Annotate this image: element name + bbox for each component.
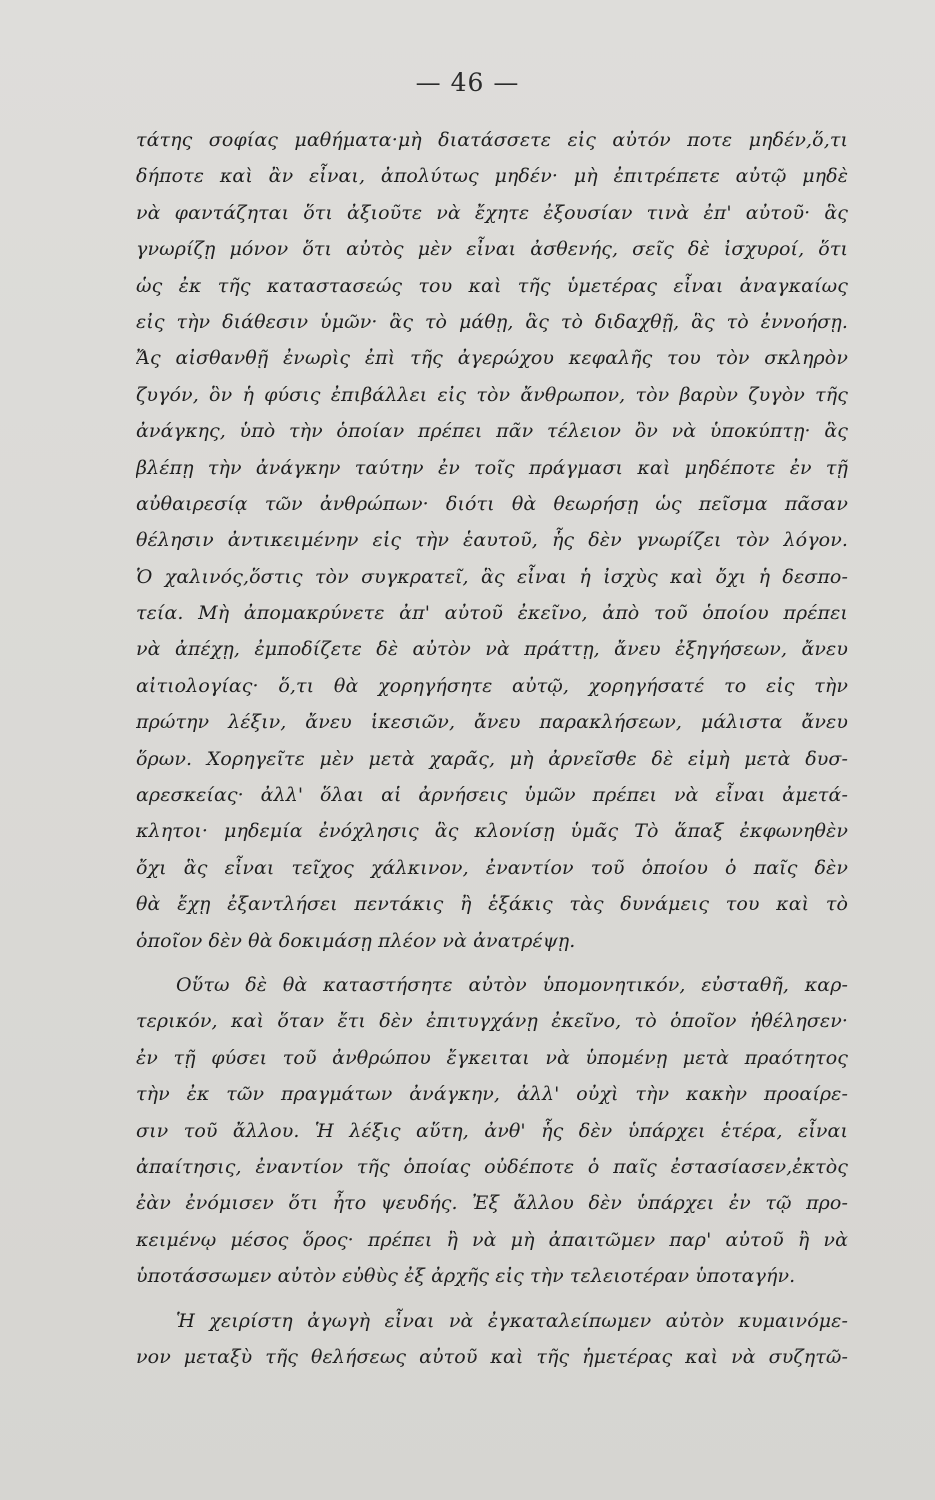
page-number: — 46 — <box>415 68 520 97</box>
text-line: αρεσκείας· ἀλλ' ὅλαι αἱ ἀρνήσεις ὑμῶν πρέπει νὰ εἶναι ἀμετά- <box>136 784 848 807</box>
text-line: θέλησιν ἀντικειμένην εἰς τὴν ἑαυτοῦ, ἧς δὲν γνωρίζει τὸν λόγον. <box>136 529 848 552</box>
text-line: εἰς τὴν διάθεσιν ὑμῶν· ἃς τὸ μάθῃ, ἃς τὸ διδαχθῇ, ἃς τὸ ἐννοήσῃ. <box>136 310 848 333</box>
text-line: γνωρίζῃ μόνον ὅτι αὐτὸς μὲν εἶναι ἀσθενής, σεῖς δὲ ἰσχυροί, ὅτι <box>136 238 848 261</box>
text-line: κειμένῳ μέσος ὅρος· πρέπει ἢ νὰ μὴ ἀπαιτῶμεν παρ' αὐτοῦ ἢ νὰ <box>136 1228 848 1251</box>
paragraph <box>136 122 848 959</box>
text-line: Οὕτω δὲ θὰ καταστήσητε αὐτὸν ὑπομονητικόν, εὐσταθῆ, καρ- <box>176 973 848 996</box>
text-line: ὅρων. Χορηγεῖτε μὲν μετὰ χαρᾶς, μὴ ἀρνεῖσθε δὲ εἰμὴ μετὰ δυσ- <box>136 747 848 770</box>
paragraph <box>136 967 848 1295</box>
text-line: ὡς ἐκ τῆς καταστασεώς του καὶ τῆς ὑμετέρας εἶναι ἀναγκαίως <box>136 274 848 297</box>
text-line: πρώτην λέξιν, ἄνευ ἱκεσιῶν, ἄνευ παρακλήσεων, μάλιστα ἄνευ <box>136 711 848 734</box>
text-line: νον μεταξὺ τῆς θελήσεως αὐτοῦ καὶ τῆς ἡμετέρας καὶ νὰ συζητῶ- <box>136 1345 848 1368</box>
text-line: σιν τοῦ ἄλλου. Ἡ λέξις αὕτη, ἀνθ' ἧς δὲν ὑπάρχει ἑτέρα, εἶναι <box>136 1119 848 1142</box>
text-line: ἐν τῇ φύσει τοῦ ἀνθρώπου ἔγκειται νὰ ὑπομένῃ μετὰ πραότητος <box>136 1046 848 1069</box>
text-line: τάτης σοφίας μαθήματα·μὴ διατάσσετε εἰς αὐτόν ποτε μηδέν,ὅ,τι <box>136 129 848 151</box>
text-line: Ὁ χαλινός,ὅστις τὸν συγκρατεῖ, ἃς εἶναι ἡ ἰσχὺς καὶ ὄχι ἡ δεσπο- <box>136 565 848 588</box>
text-line: τεία. Μὴ ἀπομακρύνετε ἀπ' αὐτοῦ ἐκεῖνο, ἀπὸ τοῦ ὁποίου πρέπει <box>136 602 848 625</box>
text-line: ὁποῖον δὲν θὰ δοκιμάσῃ πλέον νὰ ἀνατρέψῃ. <box>136 929 576 952</box>
text-line: ἐὰν ἐνόμισεν ὅτι ἦτο ψευδής. Ἐξ ἄλλου δὲν ὑπάρχει ἐν τῷ προ- <box>136 1192 848 1215</box>
paragraph <box>136 1303 848 1376</box>
text-line: κλητοι· μηδεμία ἐνόχλησις ἃς κλονίσῃ ὑμᾶς Τὸ ἅπαξ ἐκφωνηθὲν <box>136 820 848 843</box>
text-line: τερικόν, καὶ ὅταν ἔτι δὲν ἐπιτυγχάνῃ ἐκεῖνο, τὸ ὁποῖον ἠθέλησεν· <box>136 1010 848 1033</box>
text-line: ὄχι ἃς εἶναι τεῖχος χάλκινον, ἐναντίον τοῦ ὁποίου ὁ παῖς δὲν <box>136 856 848 879</box>
body-text <box>136 122 848 1375</box>
text-line: βλέπῃ τὴν ἀνάγκην ταύτην ἐν τοῖς πράγμασι καὶ μηδέποτε ἐν τῇ <box>136 456 848 479</box>
text-line: νὰ ἀπέχῃ, ἐμποδίζετε δὲ αὐτὸν νὰ πράττῃ, ἄνευ ἐξηγήσεων, ἄνευ <box>136 638 848 661</box>
text-line: ζυγόν, ὃν ἡ φύσις ἐπιβάλλει εἰς τὸν ἄνθρωπον, τὸν βαρὺν ζυγὸν τῆς <box>136 383 848 406</box>
text-line: ὑποτάσσωμεν αὐτὸν εὐθὺς ἐξ ἀρχῆς εἰς τὴν τελειοτέραν ὑποταγήν. <box>136 1265 796 1288</box>
text-line: ἀπαίτησις, ἐναντίον τῆς ὁποίας οὐδέποτε ὁ παῖς ἐστασίασεν,ἐκτὸς <box>136 1155 848 1178</box>
text-line: Ἄς αἰσθανθῇ ἐνωρὶς ἐπὶ τῆς ἀγερώχου κεφαλῆς του τὸν σκληρὸν <box>136 347 848 370</box>
text-line: θὰ ἔχῃ ἐξαντλήσει πεντάκις ἢ ἑξάκις τὰς δυνάμεις του καὶ τὸ <box>136 893 848 916</box>
text-line: τὴν ἐκ τῶν πραγμάτων ἀνάγκην, ἀλλ' οὐχὶ τὴν κακὴν προαίρε- <box>136 1083 848 1106</box>
paragraph-gap <box>136 959 848 967</box>
text-line: δήποτε καὶ ἂν εἶναι, ἀπολύτως μηδέν· μὴ ἐπιτρέπετε αὐτῷ μηδὲ <box>136 165 848 188</box>
text-line: αἰτιολογίας· ὅ,τι θὰ χορηγήσητε αὐτῷ, χορηγήσατέ το εἰς τὴν <box>136 674 848 697</box>
text-line: αὐθαιρεσίᾳ τῶν ἀνθρώπων· διότι θὰ θεωρήσῃ ὡς πεῖσμα πᾶσαν <box>136 492 848 515</box>
paragraph-gap <box>136 1295 848 1303</box>
text-line: ἀνάγκης, ὑπὸ τὴν ὁποίαν πρέπει πᾶν τέλειον ὂν νὰ ὑποκύπτῃ· ἃς <box>136 420 848 443</box>
text-line: νὰ φαντάζηται ὅτι ἀξιοῦτε νὰ ἔχητε ἐξουσίαν τινὰ ἐπ' αὐτοῦ· ἃς <box>136 201 848 224</box>
text-line: Ἡ χειρίστη ἀγωγὴ εἶναι νὰ ἐγκαταλείπωμεν αὐτὸν κυμαινόμε- <box>176 1309 848 1332</box>
